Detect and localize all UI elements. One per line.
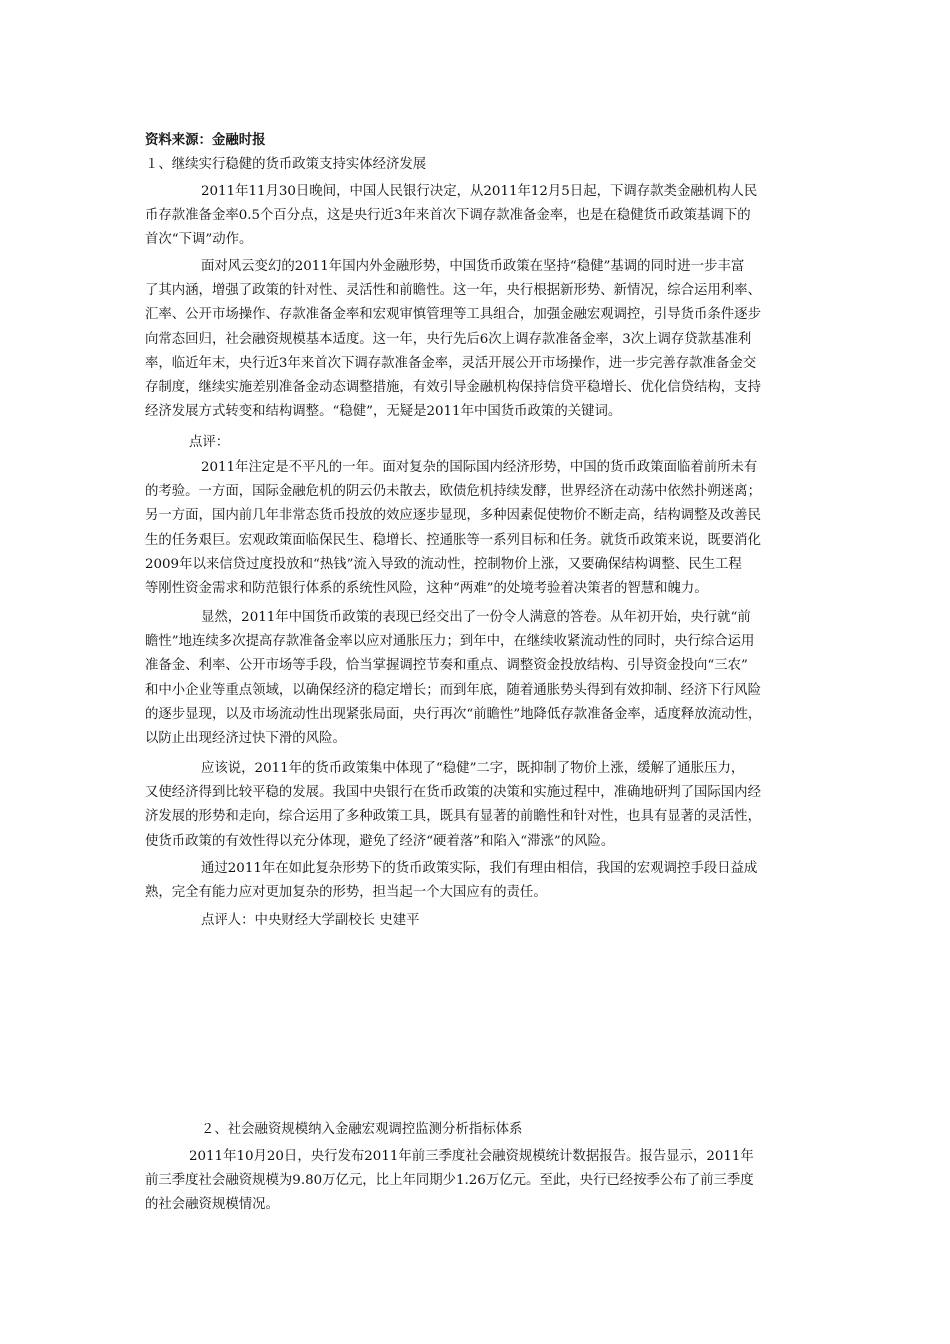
section1-para1 bbox=[145, 180, 815, 253]
section1-para3 bbox=[145, 456, 815, 601]
text-line: 瞻性”地连续多次提高存款准备金率以应对通胀压力；到年中，在继续收紧流动性的同时，央行综合运用 bbox=[145, 634, 755, 650]
section2-heading: ２、社会融资规模纳入金融宏观调控监测分析指标体系 bbox=[201, 1122, 523, 1137]
text-line: 的社会融资规模情况。 bbox=[145, 1197, 279, 1213]
text-line: 经济发展方式转变和结构调整。“稳健”，无疑是2011年中国货币政策的关键词。 bbox=[145, 404, 622, 420]
text-line: 率，临近年末，央行近3年来首次下调存款准备金率，灵活开展公开市场操作，进一步完善存款准备金交 bbox=[145, 355, 757, 371]
text-line: 2011年11月30日晚间，中国人民银行决定，从2011年12月5日起，下调存款类金融机构人民 bbox=[201, 184, 758, 199]
section1-heading: １、继续实行稳健的货币政策支持实体经济发展 bbox=[145, 157, 427, 172]
text-line: 应该说，2011年的货币政策集中体现了“稳健”二字，既抑制了物价上涨，缓解了通胀压力， bbox=[201, 761, 745, 776]
text-line: 生的任务艰巨。宏观政策面临保民生、稳增长、控通胀等一系列目标和任务。就货币政策来说，既要消化 bbox=[145, 532, 761, 548]
section2-para1 bbox=[145, 1145, 815, 1218]
text-line: 准备金、利率、公开市场等手段，恰当掌握调控节奏和重点、调整资金投放结构、引导资金投向“三农” bbox=[145, 658, 748, 674]
text-line: 币存款准备金率0.5个百分点，这是央行近3年来首次下调存款准备金率，也是在稳健货币政策基调下的 bbox=[145, 208, 751, 224]
text-line: 面对风云变幻的2011年国内外金融形势，中国货币政策在坚持“稳健”基调的同时进一步丰富 bbox=[201, 259, 745, 274]
reviewer-credit: 点评人：中央财经大学副校长 史建平 bbox=[201, 913, 420, 928]
text-line: 2011年10月20日，央行发布2011年前三季度社会融资规模统计数据报告。报告显示，2011年 bbox=[189, 1149, 754, 1164]
text-line: 的考验。一方面，国际金融危机的阴云仍未散去，欧债危机持续发酵，世界经济在动荡中依然扑朔迷离； bbox=[145, 484, 761, 500]
text-line: 的逐步显现，以及市场流动性出现紧张局面，央行再次“前瞻性”地降低存款准备金率，适度释放流动性， bbox=[145, 706, 762, 722]
text-line: 又使经济得到比较平稳的发展。我国中央银行在货币政策的决策和实施过程中，准确地研判了国际国内经 bbox=[145, 785, 761, 801]
text-line: 使货币政策的有效性得以充分体现，避免了经济“硬着落”和陷入“滞涨”的风险。 bbox=[145, 833, 615, 849]
text-line: 汇率、公开市场操作、存款准备金率和宏观审慎管理等工具组合，加强金融宏观调控，引导货币条件逐步 bbox=[145, 307, 761, 323]
text-line: 显然，2011年中国货币政策的表现已经交出了一份令人满意的答卷。从年初开始，央行就“前 bbox=[201, 610, 751, 625]
text-line: 2009年以来信贷过度投放和“热钱”流入导致的流动性，控制物价上涨，又要确保结构调整、民生工程 bbox=[145, 556, 742, 572]
section1-para4 bbox=[145, 606, 815, 751]
text-line: 熟，完全有能力应对更加复杂的形势，担当起一个大国应有的责任。 bbox=[145, 885, 547, 901]
text-line: 和中小企业等重点领域，以确保经济的稳定增长；而到年底，随着通胀势头得到有效抑制、经济下行风险 bbox=[145, 682, 761, 698]
section1-para2 bbox=[145, 255, 815, 424]
text-line: 济发展的形势和走向，综合运用了多种政策工具，既具有显著的前瞻性和针对性，也具有显著的灵活性， bbox=[145, 809, 761, 825]
text-line: 另一方面，国内前几年非常态货币投放的效应逐步显现，多种因素促使物价不断走高，结构调整及改善民 bbox=[145, 508, 761, 524]
comment-label: 点评： bbox=[189, 435, 230, 450]
text-line: 等刚性资金需求和防范银行体系的系统性风险，这种“两难”的处境考验着决策者的智慧和魄力。 bbox=[145, 581, 708, 597]
source-line: 资料来源：金融时报 bbox=[145, 132, 266, 148]
text-line: 前三季度社会融资规模为9.80万亿元，比上年同期少1.26万亿元。至此，央行已经按季公布了前三季度 bbox=[145, 1173, 754, 1189]
text-line: 通过2011年在如此复杂形势下的货币政策实际，我们有理由相信，我国的宏观调控手段日益成 bbox=[201, 861, 758, 876]
text-line: 首次“下调”动作。 bbox=[145, 232, 253, 248]
text-line: 向常态回归，社会融资规模基本适度。这一年，央行先后6次上调存款准备金率，3次上调存贷款基准利 bbox=[145, 331, 752, 347]
text-line: 存制度，继续实施差别准备金动态调整措施，有效引导金融机构保持信贷平稳增长、优化信贷结构，支持 bbox=[145, 380, 761, 396]
section1-para6 bbox=[145, 857, 815, 905]
text-line: 2011年注定是不平凡的一年。面对复杂的国际国内经济形势，中国的货币政策面临着前所未有 bbox=[201, 460, 758, 475]
section1-para5 bbox=[145, 757, 815, 854]
text-line: 以防止出现经济过快下滑的风险。 bbox=[145, 731, 346, 747]
text-line: 了其内涵，增强了政策的针对性、灵活性和前瞻性。这一年，央行根据新形势、新情况，综合运用利率、 bbox=[145, 283, 761, 299]
